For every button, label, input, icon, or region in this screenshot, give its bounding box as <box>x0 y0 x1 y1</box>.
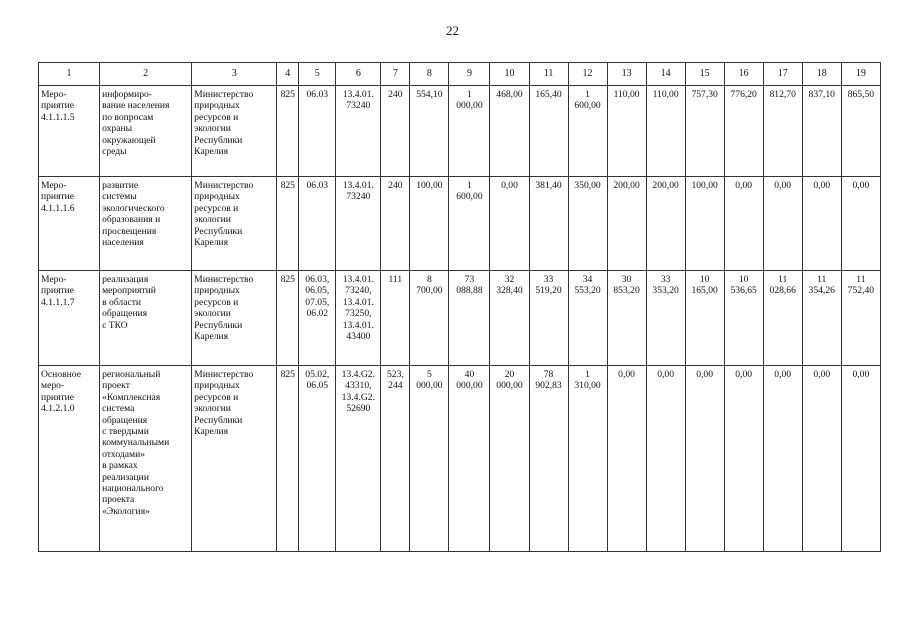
table-row <box>39 86 881 177</box>
table-cell <box>724 366 763 552</box>
cell-text: 0,00 <box>735 180 753 191</box>
cell-text: 1 310,00 <box>574 369 601 392</box>
cell-text: 825 <box>280 180 295 191</box>
table-cell <box>39 177 100 271</box>
cell-text: 0,00 <box>774 369 792 380</box>
table-cell <box>449 366 490 552</box>
cell-text: 350,00 <box>574 180 601 191</box>
column-header: 6 <box>336 63 381 86</box>
cell-text: 100,00 <box>691 180 718 191</box>
cell-text: 865,50 <box>847 89 875 100</box>
table-cell <box>299 177 336 271</box>
cell-text: 200,00 <box>652 180 679 191</box>
cell-text: 13.4.01. 73240, 13.4.01. 73250, 13.4.01. 43400 <box>342 274 374 343</box>
table-cell <box>277 271 299 366</box>
table-cell <box>802 271 841 366</box>
cell-text: 812,70 <box>769 89 796 100</box>
cell-text: 554,10 <box>416 89 443 100</box>
column-header: 14 <box>646 63 685 86</box>
table-cell <box>841 271 880 366</box>
cell-text: 165,40 <box>535 89 562 100</box>
column-header: 11 <box>529 63 568 86</box>
table-cell <box>299 366 336 552</box>
header-row <box>39 63 881 86</box>
table-cell <box>841 177 880 271</box>
cell-text: 10 536,65 <box>730 274 757 297</box>
table-cell <box>529 86 568 177</box>
column-header: 3 <box>192 63 277 86</box>
cell-text: 11 752,40 <box>847 274 875 297</box>
cell-text: 06.03 <box>306 180 329 191</box>
cell-text: 06.03 <box>306 89 329 100</box>
cell-text: Меро- приятие 4.1.1.1.6 <box>41 180 75 214</box>
cell-text: 100,00 <box>416 180 443 191</box>
table-row <box>39 366 881 552</box>
cell-text: 837,10 <box>808 89 835 100</box>
table-cell <box>802 86 841 177</box>
column-header: 16 <box>724 63 763 86</box>
cell-text: 1 600,00 <box>456 180 483 203</box>
cell-text: 240 <box>388 180 403 191</box>
cell-text: 468,00 <box>496 89 523 100</box>
table-cell <box>39 86 100 177</box>
table-cell <box>299 271 336 366</box>
table-cell <box>763 366 802 552</box>
cell-text: реализация мероприятий в области обращения с ТКО <box>102 274 156 331</box>
table-cell <box>724 86 763 177</box>
column-header: 15 <box>685 63 724 86</box>
cell-text: 0,00 <box>813 180 831 191</box>
column-header: 4 <box>277 63 299 86</box>
table-cell <box>410 366 449 552</box>
column-header: 2 <box>100 63 192 86</box>
table-row <box>39 271 881 366</box>
column-header: 12 <box>568 63 607 86</box>
table-cell <box>568 271 607 366</box>
cell-text: Основное меро- приятие 4.1.2.1.0 <box>41 369 81 415</box>
cell-text: 34 553,20 <box>574 274 601 297</box>
table-cell <box>841 86 880 177</box>
table-cell <box>100 177 192 271</box>
table-cell <box>529 366 568 552</box>
cell-text: 11 354,26 <box>808 274 835 297</box>
table-cell <box>607 177 646 271</box>
column-header: 5 <box>299 63 336 86</box>
table-cell <box>410 177 449 271</box>
cell-text: 5 000,00 <box>416 369 443 392</box>
cell-text: Меро- приятие 4.1.1.1.5 <box>41 89 75 123</box>
cell-text: Министерство природных ресурсов и экологии Республики Карелия <box>194 369 254 438</box>
table-cell <box>568 177 607 271</box>
cell-text: 05.02, 06.05 <box>305 369 330 392</box>
table-cell <box>277 366 299 552</box>
cell-text: 240 <box>388 89 403 100</box>
table-cell <box>685 271 724 366</box>
cell-text: 78 902,83 <box>535 369 562 392</box>
table-cell <box>685 366 724 552</box>
cell-text: 73 088,88 <box>456 274 483 297</box>
cell-text: региональный проект «Комплексная система обращения с твердыми коммунальными отходами» в рамках реализации национального проекта «Экология» <box>102 369 170 517</box>
cell-text: 10 165,00 <box>691 274 718 297</box>
column-header: 1 <box>39 63 100 86</box>
table-cell <box>802 177 841 271</box>
table-cell <box>607 271 646 366</box>
cell-text: Меро- приятие 4.1.1.1.7 <box>41 274 75 308</box>
table-cell <box>529 271 568 366</box>
cell-text: 0,00 <box>813 369 831 380</box>
table-cell <box>490 366 529 552</box>
table-cell <box>381 177 410 271</box>
table-cell <box>277 86 299 177</box>
table-cell <box>192 86 277 177</box>
cell-text: 110,00 <box>613 89 640 100</box>
page-number: 22 <box>446 23 459 38</box>
column-header: 10 <box>490 63 529 86</box>
table-cell <box>568 86 607 177</box>
cell-text: 33 519,20 <box>535 274 562 297</box>
table-cell <box>192 366 277 552</box>
table-cell <box>724 177 763 271</box>
table-cell <box>100 86 192 177</box>
table-cell <box>100 366 192 552</box>
cell-text: 110,00 <box>652 89 679 100</box>
table-cell <box>802 366 841 552</box>
column-header: 18 <box>802 63 841 86</box>
table-cell <box>381 86 410 177</box>
cell-text: 11 028,66 <box>769 274 796 297</box>
table-cell <box>490 177 529 271</box>
table-cell <box>685 177 724 271</box>
budget-table <box>38 62 881 552</box>
table-cell <box>685 86 724 177</box>
cell-text: 1 600,00 <box>574 89 601 112</box>
column-header: 7 <box>381 63 410 86</box>
table-cell <box>490 86 529 177</box>
table-cell <box>490 271 529 366</box>
cell-text: 13.4.G2. 43310, 13.4.G2. 52690 <box>341 369 375 415</box>
table-cell <box>763 271 802 366</box>
cell-text: 381,40 <box>535 180 562 191</box>
table-cell <box>607 366 646 552</box>
table-cell <box>277 177 299 271</box>
column-header: 19 <box>841 63 880 86</box>
table-cell <box>724 271 763 366</box>
table-cell <box>100 271 192 366</box>
table-cell <box>299 86 336 177</box>
cell-text: 825 <box>280 369 295 380</box>
table-cell <box>336 366 381 552</box>
cell-text: 523, 244 <box>386 369 404 392</box>
cell-text: 825 <box>280 274 295 285</box>
table-cell <box>336 86 381 177</box>
cell-text: 40 000,00 <box>456 369 483 392</box>
table-cell <box>529 177 568 271</box>
table-cell <box>841 366 880 552</box>
cell-text: развитие системы экологического образования и просвещения населения <box>102 180 165 249</box>
column-header: 17 <box>763 63 802 86</box>
cell-text: 825 <box>280 89 295 100</box>
cell-text: 0,00 <box>618 369 635 380</box>
cell-text: 0,00 <box>852 180 870 191</box>
cell-text: 0,00 <box>735 369 753 380</box>
cell-text: Министерство природных ресурсов и экологии Республики Карелия <box>194 89 254 158</box>
cell-text: 32 328,40 <box>496 274 523 297</box>
table-cell <box>192 177 277 271</box>
cell-text: 0,00 <box>774 180 792 191</box>
column-header: 9 <box>449 63 490 86</box>
cell-text: 13.4.01. 73240 <box>342 89 374 112</box>
table-cell <box>646 366 685 552</box>
cell-text: 0,00 <box>501 180 518 191</box>
table-cell <box>646 177 685 271</box>
table-cell <box>763 177 802 271</box>
table-cell <box>381 271 410 366</box>
table-row <box>39 177 881 271</box>
table-cell <box>449 86 490 177</box>
cell-text: Министерство природных ресурсов и экологии Республики Карелия <box>194 180 254 249</box>
table-cell <box>192 271 277 366</box>
table-cell <box>410 271 449 366</box>
cell-text: 20 000,00 <box>496 369 523 392</box>
cell-text: 8 700,00 <box>416 274 443 297</box>
table-cell <box>646 271 685 366</box>
table-cell <box>763 86 802 177</box>
column-header: 13 <box>607 63 646 86</box>
column-header: 8 <box>410 63 449 86</box>
cell-text: 30 853,20 <box>613 274 640 297</box>
table-cell <box>449 177 490 271</box>
cell-text: 0,00 <box>657 369 674 380</box>
table-cell <box>646 86 685 177</box>
table-cell <box>449 271 490 366</box>
table-cell <box>607 86 646 177</box>
cell-text: 757,30 <box>691 89 718 100</box>
table-cell <box>336 177 381 271</box>
table-cell <box>410 86 449 177</box>
table-cell <box>381 366 410 552</box>
cell-text: 13.4.01. 73240 <box>342 180 374 203</box>
table-body <box>39 63 881 552</box>
cell-text: информиро- вание населения по вопросам охраны окружающей среды <box>102 89 170 158</box>
table-cell <box>39 271 100 366</box>
cell-text: 111 <box>388 274 403 285</box>
cell-text: 1 000,00 <box>456 89 483 112</box>
cell-text: Министерство природных ресурсов и экологии Республики Карелия <box>194 274 254 343</box>
cell-text: 200,00 <box>613 180 640 191</box>
table-cell <box>568 366 607 552</box>
table-cell <box>39 366 100 552</box>
table-cell <box>336 271 381 366</box>
cell-text: 776,20 <box>730 89 757 100</box>
cell-text: 0,00 <box>696 369 714 380</box>
cell-text: 33 353,20 <box>652 274 679 297</box>
cell-text: 0,00 <box>852 369 870 380</box>
cell-text: 06.03, 06.05, 07.05, 06.02 <box>305 274 330 320</box>
